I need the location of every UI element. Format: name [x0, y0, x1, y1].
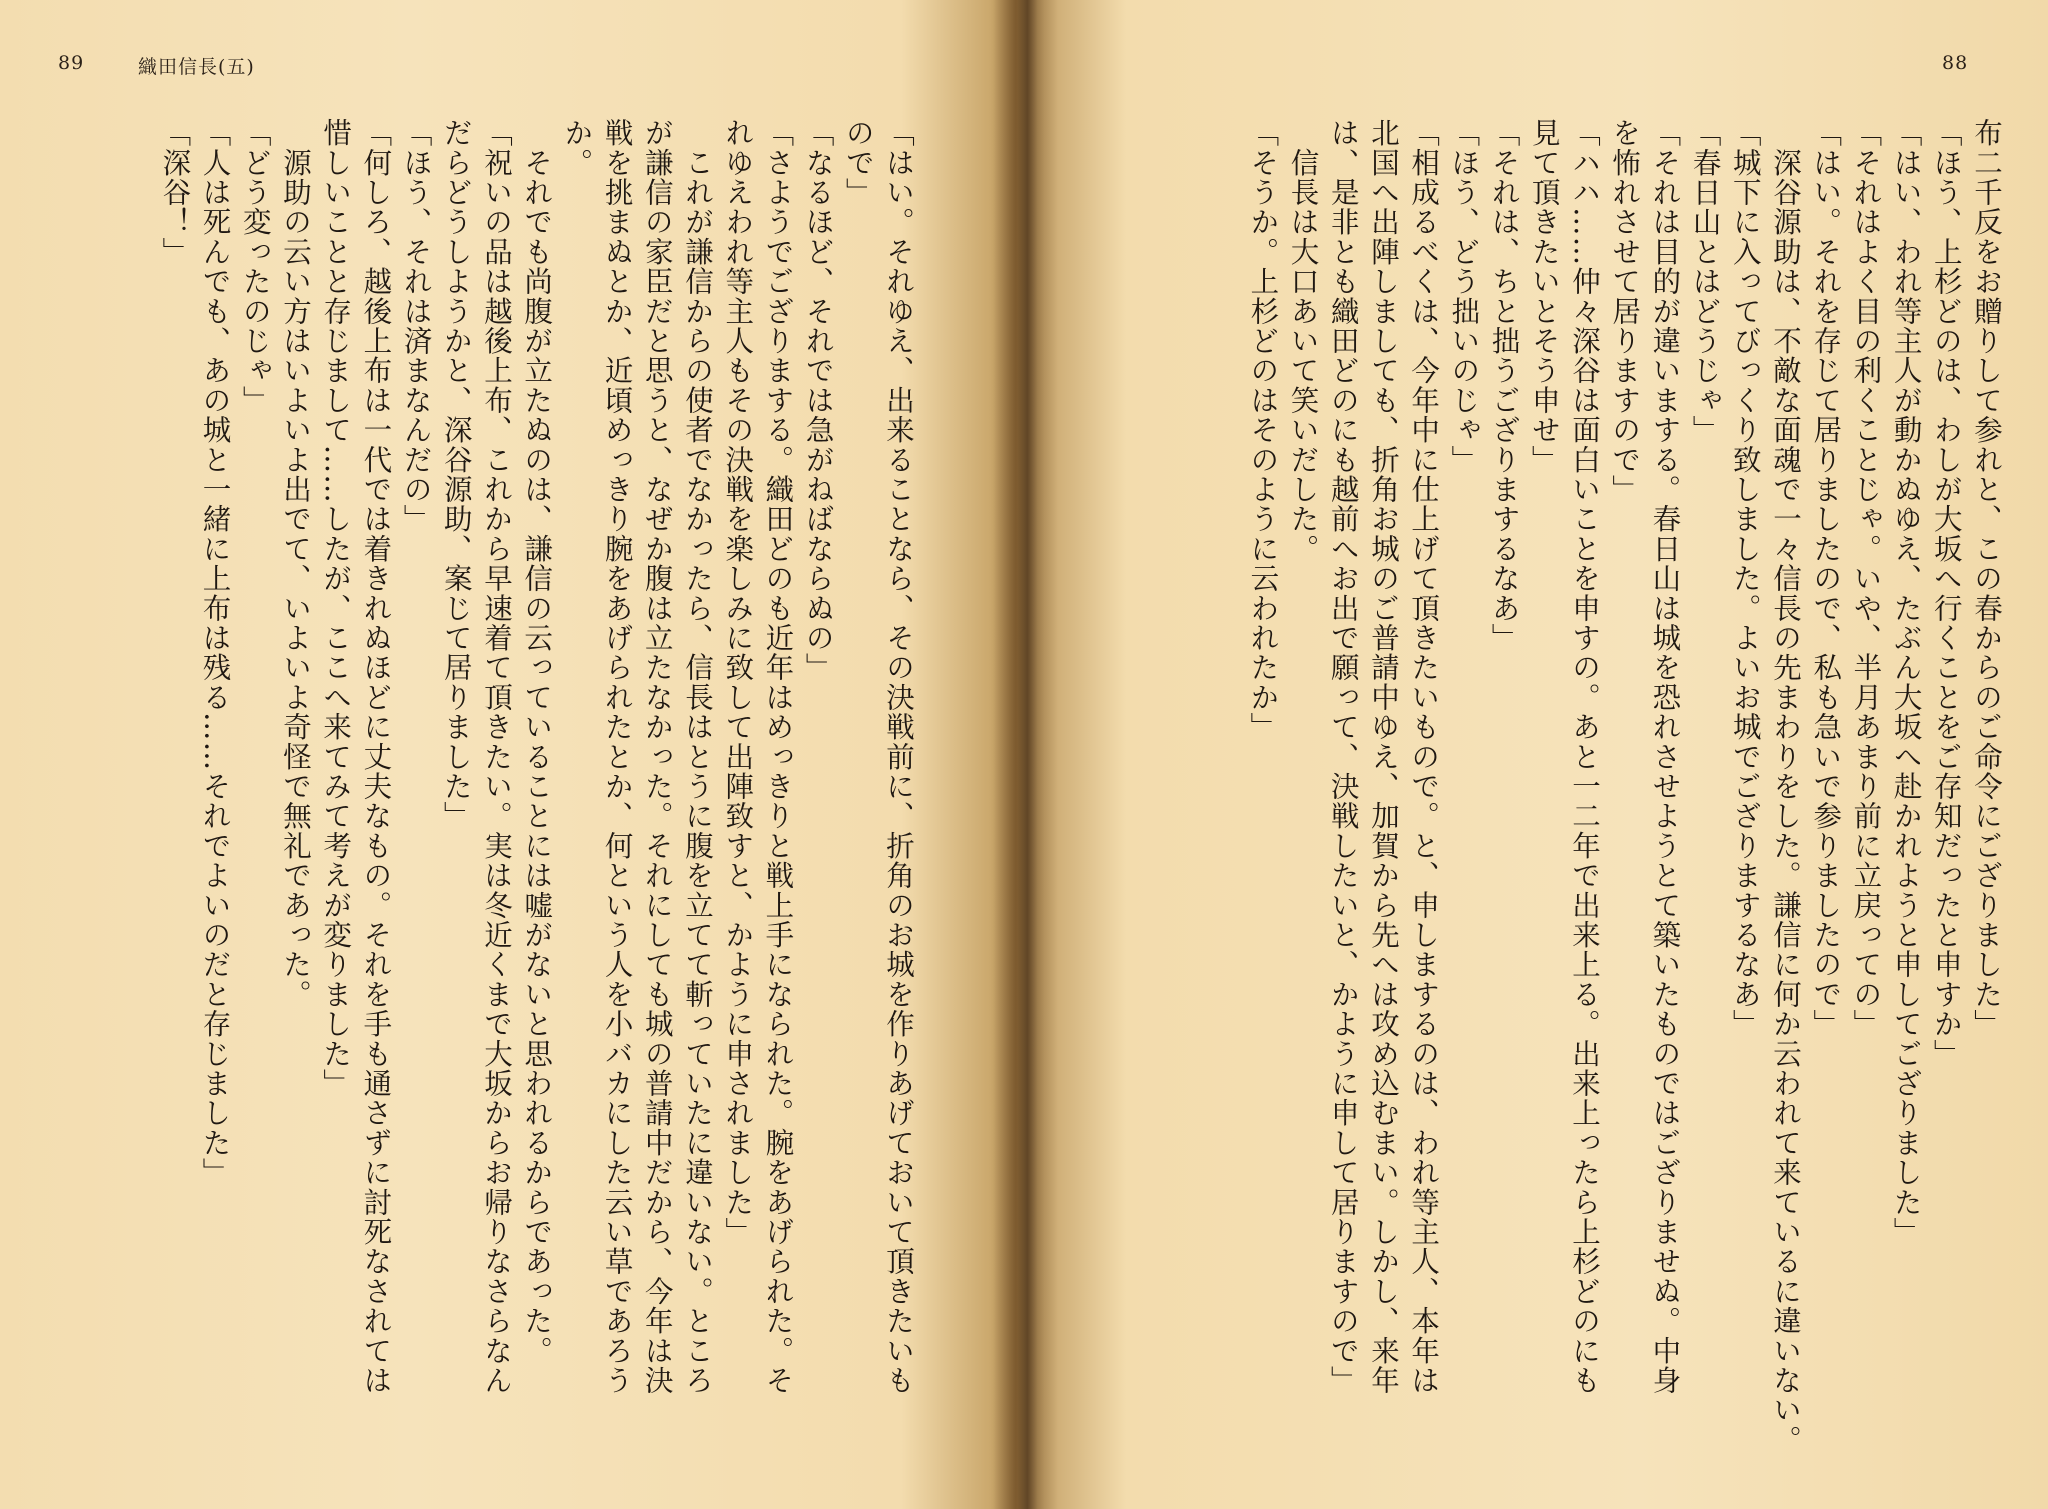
left-page-line: 「人は死んでも、あの城と一緒に上布は残る……それでよいのだと存じました」: [198, 118, 232, 1188]
right-page-line: 「相成るべくは、今年中に仕上げて頂きたいもので。と、申しまするのは、われ等主人、本年は: [1407, 118, 1441, 1396]
right-page-line: 「そうか。上杉どのはそのように云われたか」: [1246, 118, 1280, 742]
left-page-line: 「祝いの品は越後上布、これから早速着て頂きたい。実は冬近くまで大坂からお帰りなさらなん: [479, 118, 513, 1396]
right-page-line: を怖れさせて居りますので」: [1608, 118, 1642, 505]
left-page-line: ので」: [841, 118, 875, 208]
left-page-line: 「はい。それゆえ、出来ることなら、その決戦前に、折角のお城を作りあげておいて頂きたいも: [882, 118, 915, 1396]
left-page-line: 「深谷！」: [158, 118, 192, 267]
right-page-line: 深谷源助は、不敵な面魂で一々信長の先まわりをした。謙信に何か云われて来ているに違いない。: [1768, 118, 1802, 1455]
left-page-line: が謙信の家臣だと思うと、なぜか腹は立たなかった。それにしても城の普請中だから、今年は決: [640, 118, 674, 1396]
left-page: [0, 0, 1010, 1509]
running-title: 織田信長(五): [138, 56, 255, 78]
left-page-line: 源助の云い方はいよいよ出でて、いよいよ奇怪で無礼であった。: [278, 118, 312, 1009]
left-page-line: か。: [560, 118, 594, 178]
left-page-line: だらどうしようかと、深谷源助、案じて居りました」: [439, 118, 473, 831]
left-page-line: 惜しいことと存じまして……したが、ここへ来てみて考えが変りました」: [319, 118, 353, 1099]
right-page: [1040, 0, 2048, 1509]
right-page-line: 布二千反をお贈りして参れと、この春からのご命令にござりました」: [1970, 118, 2003, 1039]
right-page-line: 信長は大口あいて笑いだした。: [1286, 118, 1320, 564]
right-page-line: 「城下に入ってびっくり致しました。よいお城でござりまするなあ」: [1728, 118, 1762, 1039]
right-page-line: 「春日山とはどうじゃ」: [1688, 118, 1722, 445]
right-page-body: [1242, 118, 2006, 1488]
right-page-line: 「はい、われ等主人が動かぬゆえ、たぶん大坂へ赴かれようと申してござりました」: [1889, 118, 1923, 1247]
right-page-number: 88: [1942, 52, 1969, 74]
right-page-line: 「ほう、どう拙いのじゃ」: [1447, 118, 1481, 475]
right-page-line: は、是非とも織田どのにも越前へお出で願って、決戦したいと、かように申して居りますので」: [1326, 118, 1360, 1396]
left-page-line: 「何しろ、越後上布は一代では着きれぬほどに丈夫なもの。それを手も通さずに討死なされては: [359, 118, 393, 1396]
left-page-line: これが謙信からの使者でなかったら、信長はとうに腹を立てて斬っていたに違いない。ところ: [680, 118, 714, 1396]
left-page-line: それでも尚腹が立たぬのは、謙信の云っていることには嘘がないと思われるからであった。: [520, 118, 554, 1366]
left-page-line: 戦を挑まぬとか、近頃めっきり腕をあげられたとか、何という人を小バカにした云い草であろう: [600, 118, 634, 1396]
right-page-line: 「それは目的が違いまする。春日山は城を恐れさせようとて築いたものではござりませぬ。中身: [1648, 118, 1682, 1396]
right-page-line: 「それは、ちと拙うござりまするなあ」: [1487, 118, 1521, 653]
left-page-line: れゆえわれ等主人もその決戦を楽しみに致して出陣致すと、かように申されました」: [721, 118, 755, 1247]
left-page-number: 89: [58, 52, 85, 74]
left-page-line: 「なるほど、それでは急がねばならぬの」: [801, 118, 835, 683]
right-page-line: 「ほう、上杉どのは、わしが大坂へ行くことをご存知だったと申すか」: [1929, 118, 1963, 1069]
right-page-line: 「はい。それを存じて居りましたので、私も急いで参りましたので」: [1809, 118, 1843, 1039]
left-page-line: 「さようでござりまする。織田どのも近年はめっきりと戦上手になられた。腕をあげられた。そ: [761, 118, 795, 1396]
left-page-line: 「ほう、それは済まなんだの」: [399, 118, 433, 534]
left-page-body: [154, 118, 918, 1488]
left-page-line: 「どう変ったのじゃ」: [238, 118, 272, 415]
right-page-line: 「ハハ……仲々深谷は面白いことを申すの。あと一二年で出来上る。出来上ったら上杉どのにも: [1567, 118, 1601, 1396]
right-page-line: 「それはよく目の利くことじゃ。いや、半月あまり前に立戻っての」: [1849, 118, 1883, 1039]
right-page-line: 見て頂きたいとそう申せ」: [1527, 118, 1561, 475]
right-page-line: 北国へ出陣しましても、折角お城のご普請中ゆえ、加賀から先へは攻め込むまい。しかし、来年: [1366, 118, 1400, 1396]
